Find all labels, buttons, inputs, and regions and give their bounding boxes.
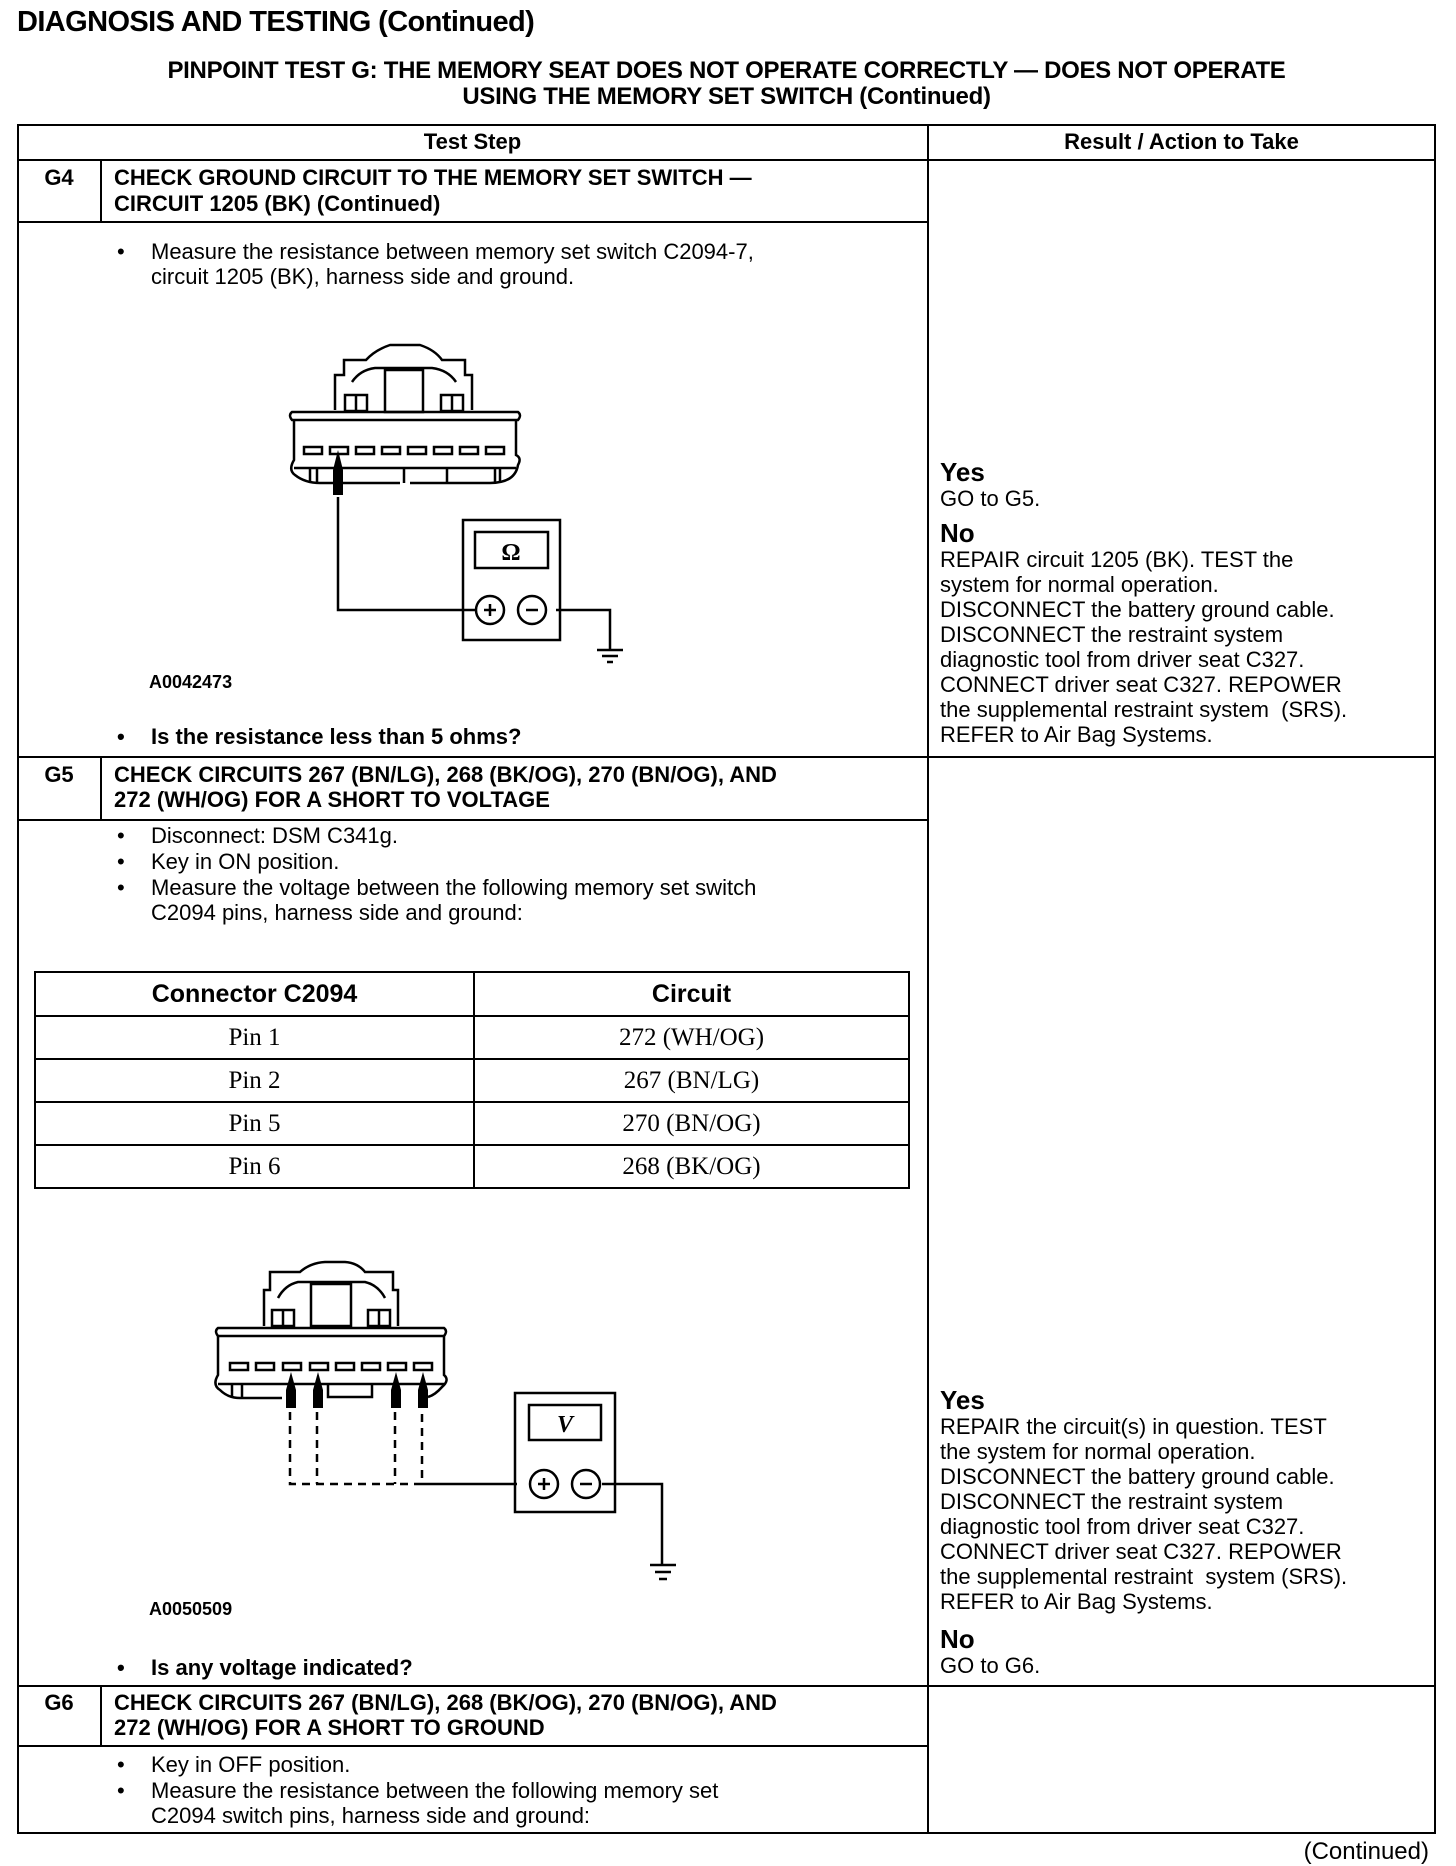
result-no: No GO to G6.	[940, 1624, 1041, 1678]
result-yes: Yes GO to G5.	[940, 457, 1041, 511]
step-title-line: CHECK CIRCUITS 267 (BN/LG), 268 (BK/OG), 270 (BN/OG), AND	[114, 1690, 777, 1715]
probe-tips	[286, 1372, 428, 1408]
pin-cell: Pin 2	[35, 1059, 474, 1102]
step-title-line: CHECK GROUND CIRCUIT TO THE MEMORY SET SWITCH —	[114, 165, 752, 190]
pinpoint-test-title-line1: PINPOINT TEST G: THE MEMORY SEAT DOES NOT OPERATE CORRECTLY — DOES NOT OPERATE	[167, 57, 1286, 84]
continued-note: (Continued)	[1303, 1838, 1429, 1865]
step-title-line: CIRCUIT 1205 (BK) (Continued)	[114, 191, 441, 216]
step-question: • Is any voltage indicated?	[117, 1655, 413, 1680]
meter-display-symbol: V	[556, 1412, 574, 1438]
circuit-cell: 270 (BN/OG)	[474, 1102, 909, 1145]
circuit-cell: 267 (BN/LG)	[474, 1059, 909, 1102]
step-title-line: CHECK CIRCUITS 267 (BN/LG), 268 (BK/OG), 270 (BN/OG), AND	[114, 762, 777, 787]
table-row	[35, 1016, 909, 1059]
circuit-cell: 268 (BK/OG)	[474, 1145, 909, 1188]
figure-id: A0050509	[149, 1599, 233, 1619]
ground-symbol-icon	[650, 1565, 676, 1579]
pin-cell: Pin 1	[35, 1016, 474, 1059]
table-row	[35, 1102, 909, 1145]
table-row	[35, 1145, 909, 1188]
probe-tip	[333, 450, 343, 495]
result-yes: Yes REPAIR the circuit(s) in question. TEST the system for normal operation. DISCONNECT the battery ground cable. DISCONNECT the restraint system diagnostic tool from driver seat C327. CONNECT driver seat C327. REPOWER the supplemental restraint system (SRS). REFER to Air Bag Systems.	[940, 1385, 1348, 1614]
result-no: No REPAIR circuit 1205 (BK). TEST the system for normal operation. DISCONNECT the battery ground cable. DISCONNECT the restraint system diagnostic tool from driver seat C327. CONNECT driver seat C327. REPOWER the supplemental restraint system (SRS). REFER to Air Bag Systems.	[940, 518, 1348, 747]
step-number: G6	[44, 1690, 74, 1715]
table-header-row	[35, 972, 909, 1016]
voltmeter-connector-diagram	[200, 1260, 680, 1620]
step-title-line: 272 (WH/OG) FOR A SHORT TO VOLTAGE	[114, 787, 550, 812]
connector-c2094-illustration	[290, 345, 623, 662]
step-title-line: 272 (WH/OG) FOR A SHORT TO GROUND	[114, 1715, 545, 1740]
connector-pins	[230, 1363, 432, 1370]
pinpoint-test-title-line2: USING THE MEMORY SET SWITCH (Continued)	[462, 83, 991, 110]
circuit-cell: 272 (WH/OG)	[474, 1016, 909, 1059]
step-number: G5	[44, 762, 74, 787]
step-number: G4	[44, 165, 74, 190]
page-title: DIAGNOSIS AND TESTING (Continued)	[17, 6, 535, 38]
pin-cell: Pin 6	[35, 1145, 474, 1188]
table-row	[35, 1059, 909, 1102]
ground-symbol-icon	[597, 650, 623, 662]
connector-c2094-illustration	[215, 1262, 676, 1579]
service-manual-page: DIAGNOSIS AND TESTING (Continued) PINPOINT TEST G: THE MEMORY SEAT DOES NOT OPERATE CORRECTLY — DOES NOT OPERATE USING THE MEMORY SET SWITCH (Continued) Test Step Result / Action to Take G4 CHECK GROUND CIRCUIT TO THE MEMORY SET SWITCH — CIRCUIT 1205 (BK) (Continued) • Measure the resistance between memory set switch C2094-7, circuit 1205 (BK), harness side and ground. Ω A0042473 • Is the resistance less than 5 ohms? Yes GO to G5. No REPAIR circuit 1205 (BK). TEST the system for normal operation. DISCONNECT the battery ground cable. DISCONNECT the restraint system diagnostic tool from driver seat C327. CONNECT driver seat C327. REPOWER the supplemental restraint system (SRS). REFER to Air Bag Systems. G5 CHECK CIRCUITS 267 (BN/LG), 268 (BK/OG), 270 (BN/OG), AND 272 (WH/OG) FOR A SHORT TO VOLTAGE • Disconnect: DSM C341g. • Key in ON position. • Measure the voltage between the following memory set switch C2094 pins, harness side and ground: Connector C2094 Circuit Pin 1 272 (WH/OG) Pin 2 267 (BN/LG) Pin 5 270 (BN/OG) Pin 6 268 (BK/OG) V A0050509 • Is any voltage indicated? Yes REPAIR the circuit(s) in question. TEST the system for normal operation. DISCONNECT the battery ground cable. DISCONNECT the restraint system diagnostic tool from driver seat C327. CONNECT driver seat C327. REPOWER the supplemental restraint system (SRS). REFER to Air Bag Systems. No GO to G6. G6 CHECK CIRCUITS 267 (BN/LG), 268 (BK/OG), 270 (BN/OG), AND 272 (WH/OG) FOR A SHORT TO GROUND • Key in OFF position. • Measure the resistance between the following memory set C2094 switch pins, harness side and ground: (Continued)	[0, 0, 1456, 1866]
pin-cell: Pin 5	[35, 1102, 474, 1145]
figure-id: A0042473	[149, 672, 233, 692]
ohmmeter-connector-diagram	[280, 340, 640, 680]
connector-pins	[304, 447, 504, 454]
pin-circuit-table	[34, 971, 910, 1189]
column-header: Connector C2094	[35, 972, 474, 1016]
column-header: Circuit	[474, 972, 909, 1016]
column-header-result: Result / Action to Take	[1064, 129, 1299, 154]
column-header-test-step: Test Step	[423, 129, 522, 154]
meter-display-symbol: Ω	[501, 540, 521, 566]
step-question: • Is the resistance less than 5 ohms?	[117, 724, 522, 749]
ohmmeter-body	[463, 520, 560, 640]
